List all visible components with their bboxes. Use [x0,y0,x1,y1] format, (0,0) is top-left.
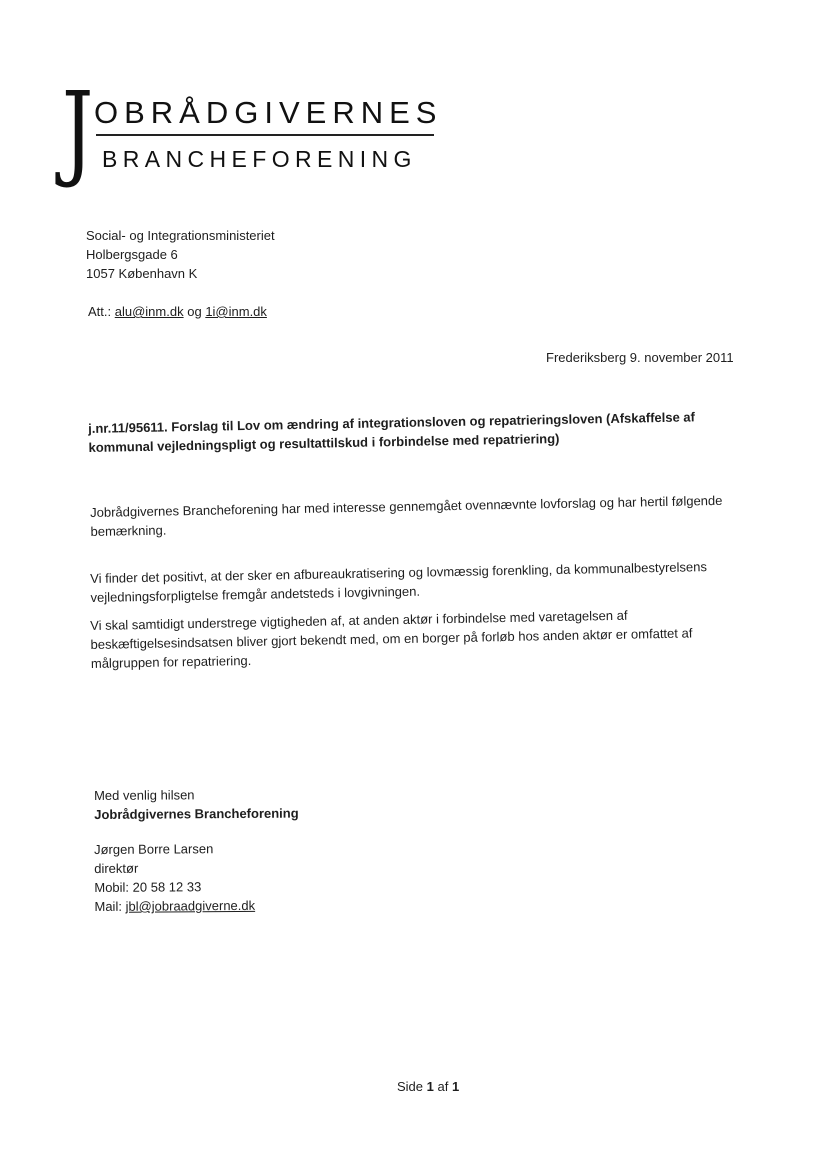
attention-email-1[interactable]: alu@inm.dk [114,304,184,319]
letter-date: Frederiksberg 9. november 2011 [546,350,734,365]
body-paragraph-2: Vi finder det positivt, at der sker en afbureaukratisering og lovmæssig forenkling, da kommunalbestyrelsens vejledningsforpligtelse fremgår andetsteds i lovgivningen. [90,559,708,605]
recipient-street: Holbergsgade 6 [86,247,178,262]
page-footer [397,1077,459,1096]
organization-logo [62,69,452,194]
recipient-city: 1057 København K [86,266,198,281]
signature-block [94,839,255,916]
logo-line-1: OBRÅDGIVERNES [94,95,443,130]
closing-block [94,785,299,824]
signer-mail-line [94,896,255,916]
footer-page-total: 1 [451,1079,460,1094]
signer-name: Jørgen Borre Larsen [94,841,214,857]
signer-title: direktør [94,860,139,876]
attention-line [88,302,267,321]
recipient-name: Social- og Integrationsministeriet [86,228,275,243]
body-paragraph-3: Vi skal samtidigt understrege vigtigheden af, at anden aktør i forbindelse med varetagelsen af beskæftigelsesindsatsen bliver gjort bekendt med, om en borger på forløb hos anden aktør er omfattet af målgruppen for repatriering. [90,607,693,671]
closing-organization: Jobrådgivernes Brancheforening [94,805,299,822]
letter-subject: j.nr.11/95611. Forslag til Lov om ændring af integrationsloven og repatrieringsloven (Afskaffelse af kommunal vejledningspligt og resultattilskud i forbindelse med repatriering) [88,409,696,455]
signer-mail-link[interactable]: jbl@jobraadgiverne.dk [125,897,256,914]
logo-initial: J [62,69,94,191]
footer-prefix: Side [397,1079,424,1094]
footer-of: af [437,1079,449,1094]
signer-mobile: Mobil: 20 58 12 33 [94,879,202,895]
closing-greeting: Med venlig hilsen [94,787,195,803]
recipient-address [86,226,275,283]
logo-divider [96,134,434,136]
attention-conjunction: og [187,304,202,319]
body-paragraph-1: Jobrådgivernes Brancheforening har med interesse gennemgået ovennævnte lovforslag og har hertil følgende bemærkning. [90,492,723,539]
attention-label: Att.: [88,304,112,319]
attention-email-2[interactable]: 1i@inm.dk [205,304,267,319]
footer-page-number: 1 [426,1079,434,1094]
logo-line-2: BRANCHEFORENING [102,146,417,172]
signer-mail-label: Mail: [94,898,122,914]
